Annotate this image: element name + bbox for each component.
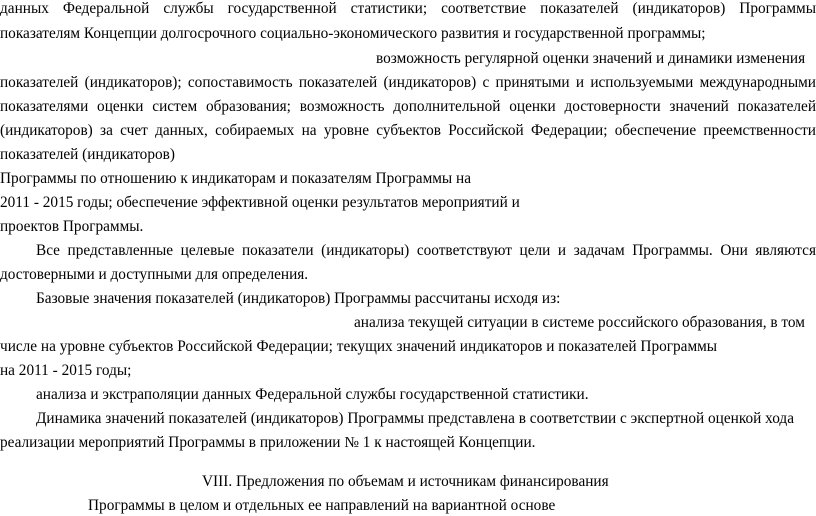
paragraph-line: Все представленные целевые показатели (индикаторы) соответствуют цели и задачам Программы. Они являются (36, 242, 816, 259)
paragraph-line: на 2011 - 2015 годы; (0, 362, 132, 379)
paragraph-line: Программы по отношению к индикаторам и показателям Программы на (0, 170, 472, 187)
paragraph-line: проектов Программы. (0, 218, 144, 235)
paragraph-line: анализа и экстраполяции данных Федеральной службы государственной статистики. (36, 386, 589, 403)
paragraph-line: возможность регулярной оценки значений и динамики изменения (376, 50, 806, 67)
paragraph-line: показателями оценки систем образования; возможность дополнительной оценки достоверности значений показателей (0, 98, 816, 115)
paragraph-line: Динамика значений показателей (индикаторов) Программы представлена в соответствии с экспертной оценкой хода (36, 410, 794, 427)
section-heading: VIII. Предложения по объемам и источникам финансирования (202, 473, 609, 490)
paragraph-line: реализации мероприятий Программы в приложении № 1 к настоящей Концепции. (0, 434, 536, 451)
paragraph-line: (индикаторов) за счет данных, собираемых на уровне субъектов Российской Федерации; обеспечение преемственности (0, 122, 816, 139)
paragraph-line: показателей (индикаторов); сопоставимость показателей (индикаторов) с принятыми и используемыми международными (0, 74, 816, 91)
paragraph-line: анализа текущей ситуации в системе российского образования, в том (354, 314, 805, 331)
paragraph-line: 2011 - 2015 годы; обеспечение эффективной оценки результатов мероприятий и (0, 194, 520, 211)
paragraph-line: данных Федеральной службы государственной статистики; соответствие показателей (индикаторов) Программы (0, 0, 816, 17)
paragraph-line: показателям Концепции долгосрочного социально-экономического развития и государственной программы; (0, 25, 706, 42)
paragraph-line: показателей (индикаторов) (0, 146, 175, 163)
paragraph-line: числе на уровне субъектов Российской Федерации; текущих значений индикаторов и показателей Программы (0, 338, 718, 355)
paragraph-line: Базовые значения показателей (индикаторов) Программы рассчитаны исходя из: (36, 290, 561, 307)
section-heading-continuation: Программы в целом и отдельных ее направлений на вариантной основе (88, 497, 556, 514)
paragraph-line: достоверными и доступными для определения. (0, 266, 309, 283)
